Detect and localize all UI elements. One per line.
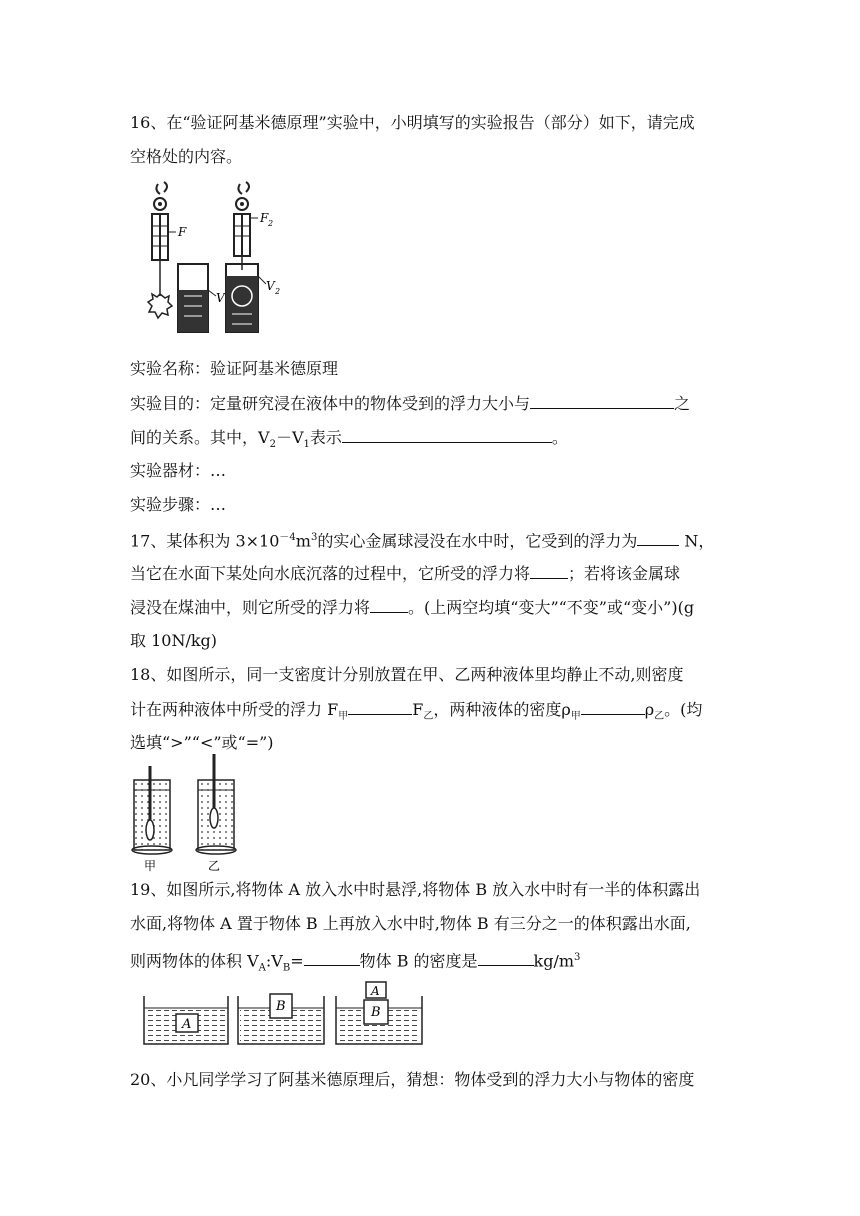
q16-steps: 实验步骤：… [130, 495, 227, 514]
q20-line1: 20、小凡同学学习了阿基米德原理后，猜想：物体受到的浮力大小与物体的密度 [130, 1070, 695, 1089]
answer-blank[interactable] [370, 597, 408, 613]
q16-figure-spring-scale-cylinders [140, 178, 290, 338]
q16-experiment-name: 实验名称：验证阿基米德原理 [130, 359, 339, 378]
q16-line2: 空格处的内容。 [130, 147, 243, 166]
q18-line1: 18、如图所示，同一支密度计分别放置在甲、乙两种液体里均静止不动,则密度 [130, 665, 684, 684]
q17-line2: 当它在水面下某处向水底沉落的过程中，它所受的浮力将 ；若将该金属球 [130, 564, 681, 583]
answer-blank[interactable] [304, 950, 360, 966]
svg-text:2: 2 [275, 287, 281, 296]
q16-relation: 间的关系。其中，$V_2-V_1$表示 。 [130, 428, 568, 451]
q16-line1: 16、在“验证阿基米德原理”实验中，小明填写的实验报告（部分）如下，请完成 [130, 113, 695, 132]
label-f: F [178, 225, 187, 239]
answer-blank[interactable] [581, 699, 645, 715]
q16-purpose: 实验目的：定量研究浸在液体中的物体受到的浮力大小与 之 [130, 394, 691, 413]
q19-line1: 19、如图所示,将物体 A 放入水中时悬浮,将物体 B 放入水中时有一半的体积露出 [130, 880, 701, 899]
answer-blank[interactable] [348, 699, 412, 715]
q18-figure-hydrometers [128, 752, 238, 876]
svg-text:A: A [371, 984, 380, 998]
svg-text:B: B [276, 999, 286, 1014]
label-yi: 乙 [208, 859, 221, 873]
q18-line2: 计在两种液体中所受的浮力 $F_甲$ $F_乙$，两种液体的密度$\rho_甲$ $\rho_乙$。(均 [130, 700, 703, 723]
q19-figure-tanks [140, 978, 440, 1050]
svg-text:B: B [371, 1005, 381, 1020]
label-jia: 甲 [144, 859, 157, 873]
label-f2: F [260, 211, 269, 225]
answer-blank[interactable] [530, 563, 568, 579]
answer-blank[interactable] [530, 393, 674, 409]
svg-text:A: A [182, 1017, 192, 1032]
label-v1: V [216, 291, 225, 305]
q17-line3: 浸没在煤油中，则它所受的浮力将 。(上两空均填“变大”“不变”或“变小”)(g [130, 598, 695, 617]
label-v2: V [266, 279, 275, 293]
q19-line2: 水面,将物体 A 置于物体 B 上再放入水中时,物体 B 有三分之一的体积露出水面, [130, 914, 691, 933]
q16-equipment: 实验器材：… [130, 461, 227, 480]
q19-line3: 则两物体的体积 $V_A:V_B=$ 物体 B 的密度是 $kg/m^3$ [130, 951, 581, 974]
q17-line1: 17、某体积为 $3\times 10^{-4}m^3$的实心金属球浸没在水中时，它受到的浮力为 N， [130, 531, 715, 551]
q17-line4: 取 10N/kg) [130, 631, 218, 650]
answer-blank[interactable] [637, 530, 679, 546]
q18-line3: 选填“>”“<”或“=”) [130, 733, 274, 752]
svg-text:2: 2 [268, 219, 274, 228]
answer-blank[interactable] [342, 427, 552, 443]
answer-blank[interactable] [478, 950, 534, 966]
